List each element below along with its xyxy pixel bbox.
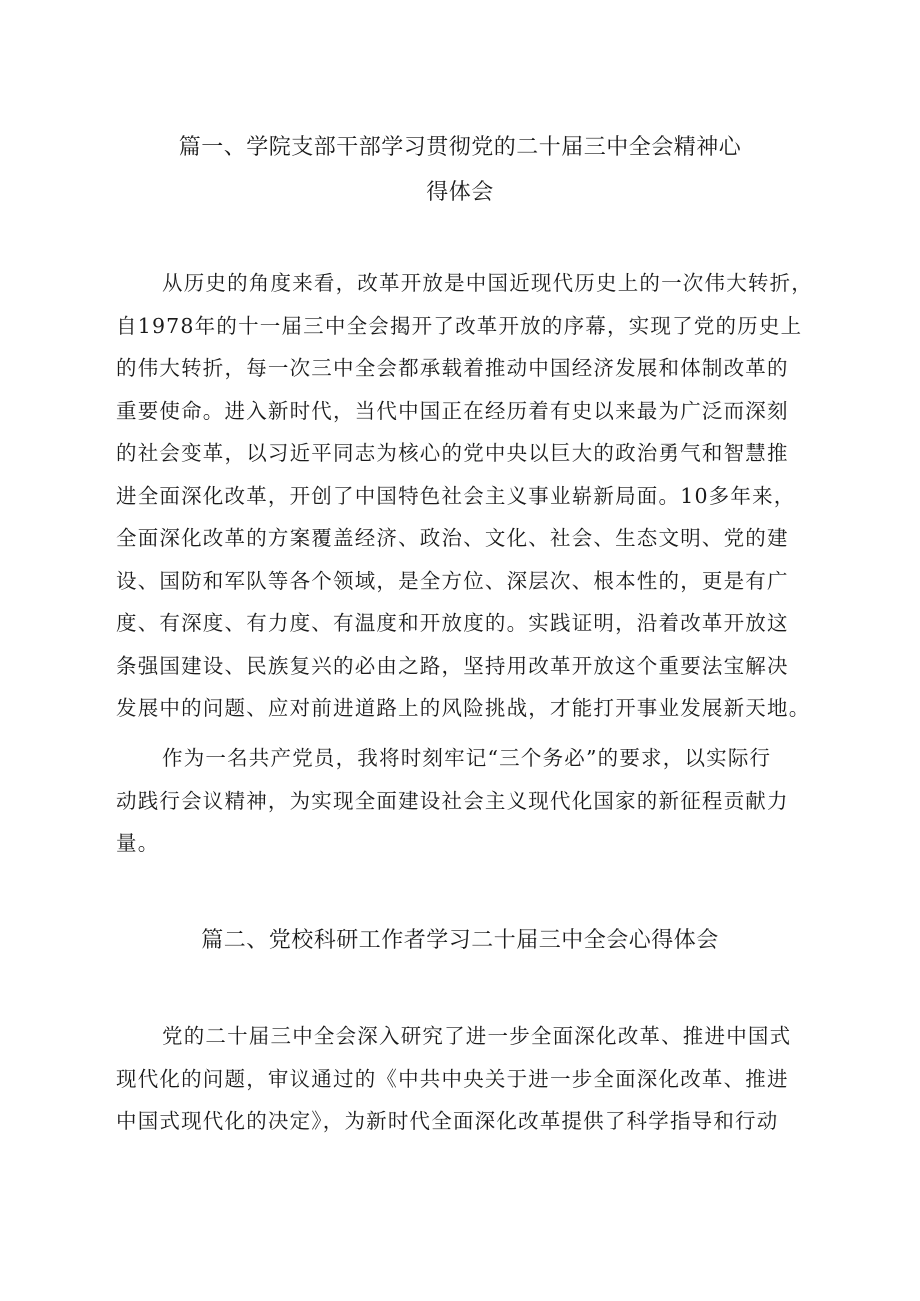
section2-title-line1: 篇二、党校科研工作者学习二十届三中全会心得体会 xyxy=(201,928,719,953)
text-line: 的社会变革，以习近平同志为核心的党中央以巨大的政治勇气和智慧推 xyxy=(116,441,789,465)
text-line: 自1978年的十一届三中全会揭开了改革开放的序幕，实现了党的历史上 xyxy=(116,313,803,338)
text-line: 进全面深化改革，开创了中国特色社会主义事业崭新局面。10多年来， xyxy=(116,483,796,508)
section1-paragraph2 xyxy=(116,737,832,865)
text-line: 动践行会议精神，为实现全面建设社会主义现代化国家的新征程贡献力 xyxy=(116,788,789,813)
text-line: 现代化的问题，审议通过的《中共中央关于进一步全面深化改革、推进 xyxy=(116,1066,789,1091)
section2-title xyxy=(110,918,810,963)
text-line: 重要使命。进入新时代，当代中国正在经历着有史以来最为广泛而深刻 xyxy=(116,398,789,423)
text-line: 中国式现代化的决定》，为新时代全面深化改革提供了科学指导和行动 xyxy=(116,1109,779,1133)
text-line: 条强国建设、民族复兴的必由之路，坚持用改革开放这个重要法宝解决 xyxy=(116,653,789,678)
text-line: 作为一名共产党员，我将时刻牢记“三个务必”的要求，以实际行 xyxy=(162,746,772,770)
text-line: 党的二十届三中全会深入研究了进一步全面深化改革、推进中国式 xyxy=(162,1024,792,1048)
section1-title xyxy=(110,125,810,215)
section2-paragraph1 xyxy=(116,1015,832,1143)
text-line: 的伟大转折，每一次三中全会都承载着推动中国经济发展和体制改革的 xyxy=(116,356,789,380)
text-line: 量。 xyxy=(116,831,160,855)
text-line: 发展中的问题、应对前进道路上的风险挑战，才能打开事业发展新天地。 xyxy=(116,696,811,720)
section1-paragraph1 xyxy=(116,262,832,730)
text-line: 从历史的角度来看，改革开放是中国近现代历史上的一次伟大转折， xyxy=(162,271,813,295)
text-line: 度、有深度、有力度、有温度和开放度的。实践证明，沿着改革开放这 xyxy=(116,611,789,635)
text-line: 全面深化改革的方案覆盖经济、政治、文化、社会、生态文明、党的建 xyxy=(116,526,789,550)
text-line: 设、国防和军队等各个领域，是全方位、深层次、根本性的，更是有广 xyxy=(116,568,789,593)
section1-title-line1: 篇一、学院支部干部学习贯彻党的二十届三中全会精神心 xyxy=(178,135,742,160)
section1-title-line2: 得体会 xyxy=(426,180,494,205)
